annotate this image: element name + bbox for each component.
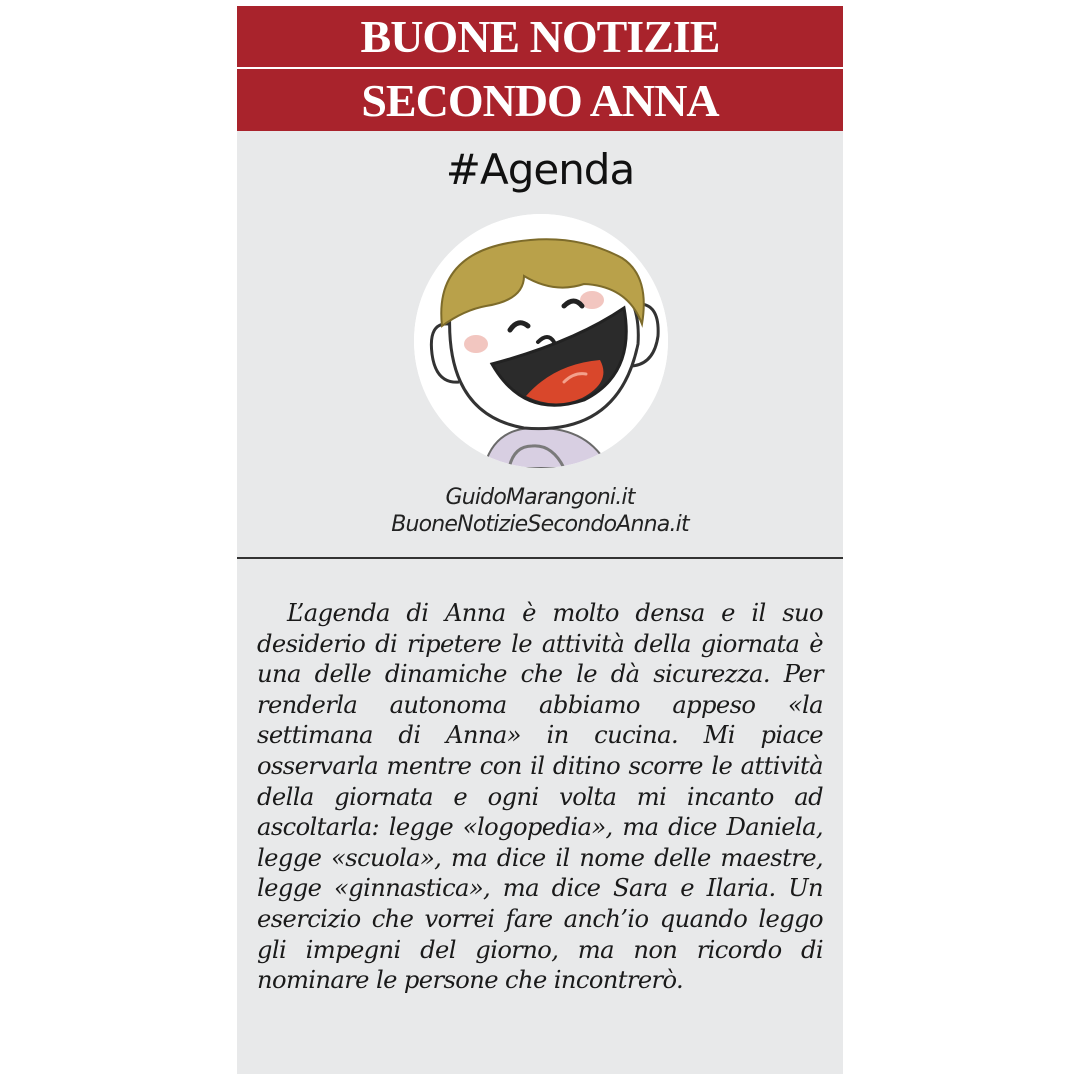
header-title-line2: SECONDO ANNA <box>237 69 843 131</box>
header-title-line1: BUONE NOTIZIE <box>237 6 843 69</box>
article-body: L’agenda di Anna è molto densa e il suo desiderio di ripetere le attività della giornata è una delle dinamiche che le dà sicurezza. Per renderla autonoma abbiamo appeso «la settimana di Anna» in cucina. Mi piace osservarla mentre con il ditino scorre le attività della giornata e ogni volta mi incanto ad ascoltarla: legge «logopedia», ma dice Daniela, legge «scuola», ma dice il nome delle maestre, legge «ginnastica», ma dice Sara e Ilaria. Un esercizio che vorrei fare anch’io quando leggo gli impegni del giorno, ma non ricordo di nominare le persone che incontrerò. <box>257 599 823 995</box>
column-panel <box>237 6 843 1074</box>
author-links <box>237 484 843 538</box>
section-divider <box>237 557 843 559</box>
link-buonenotizie[interactable]: BuoneNotizieSecondoAnna.it <box>391 512 689 537</box>
hashtag-title: #Agenda <box>445 145 635 194</box>
link-guidomarangoni[interactable]: GuidoMarangoni.it <box>445 485 635 510</box>
avatar <box>414 214 668 468</box>
cartoon-child-face-icon <box>414 214 668 468</box>
